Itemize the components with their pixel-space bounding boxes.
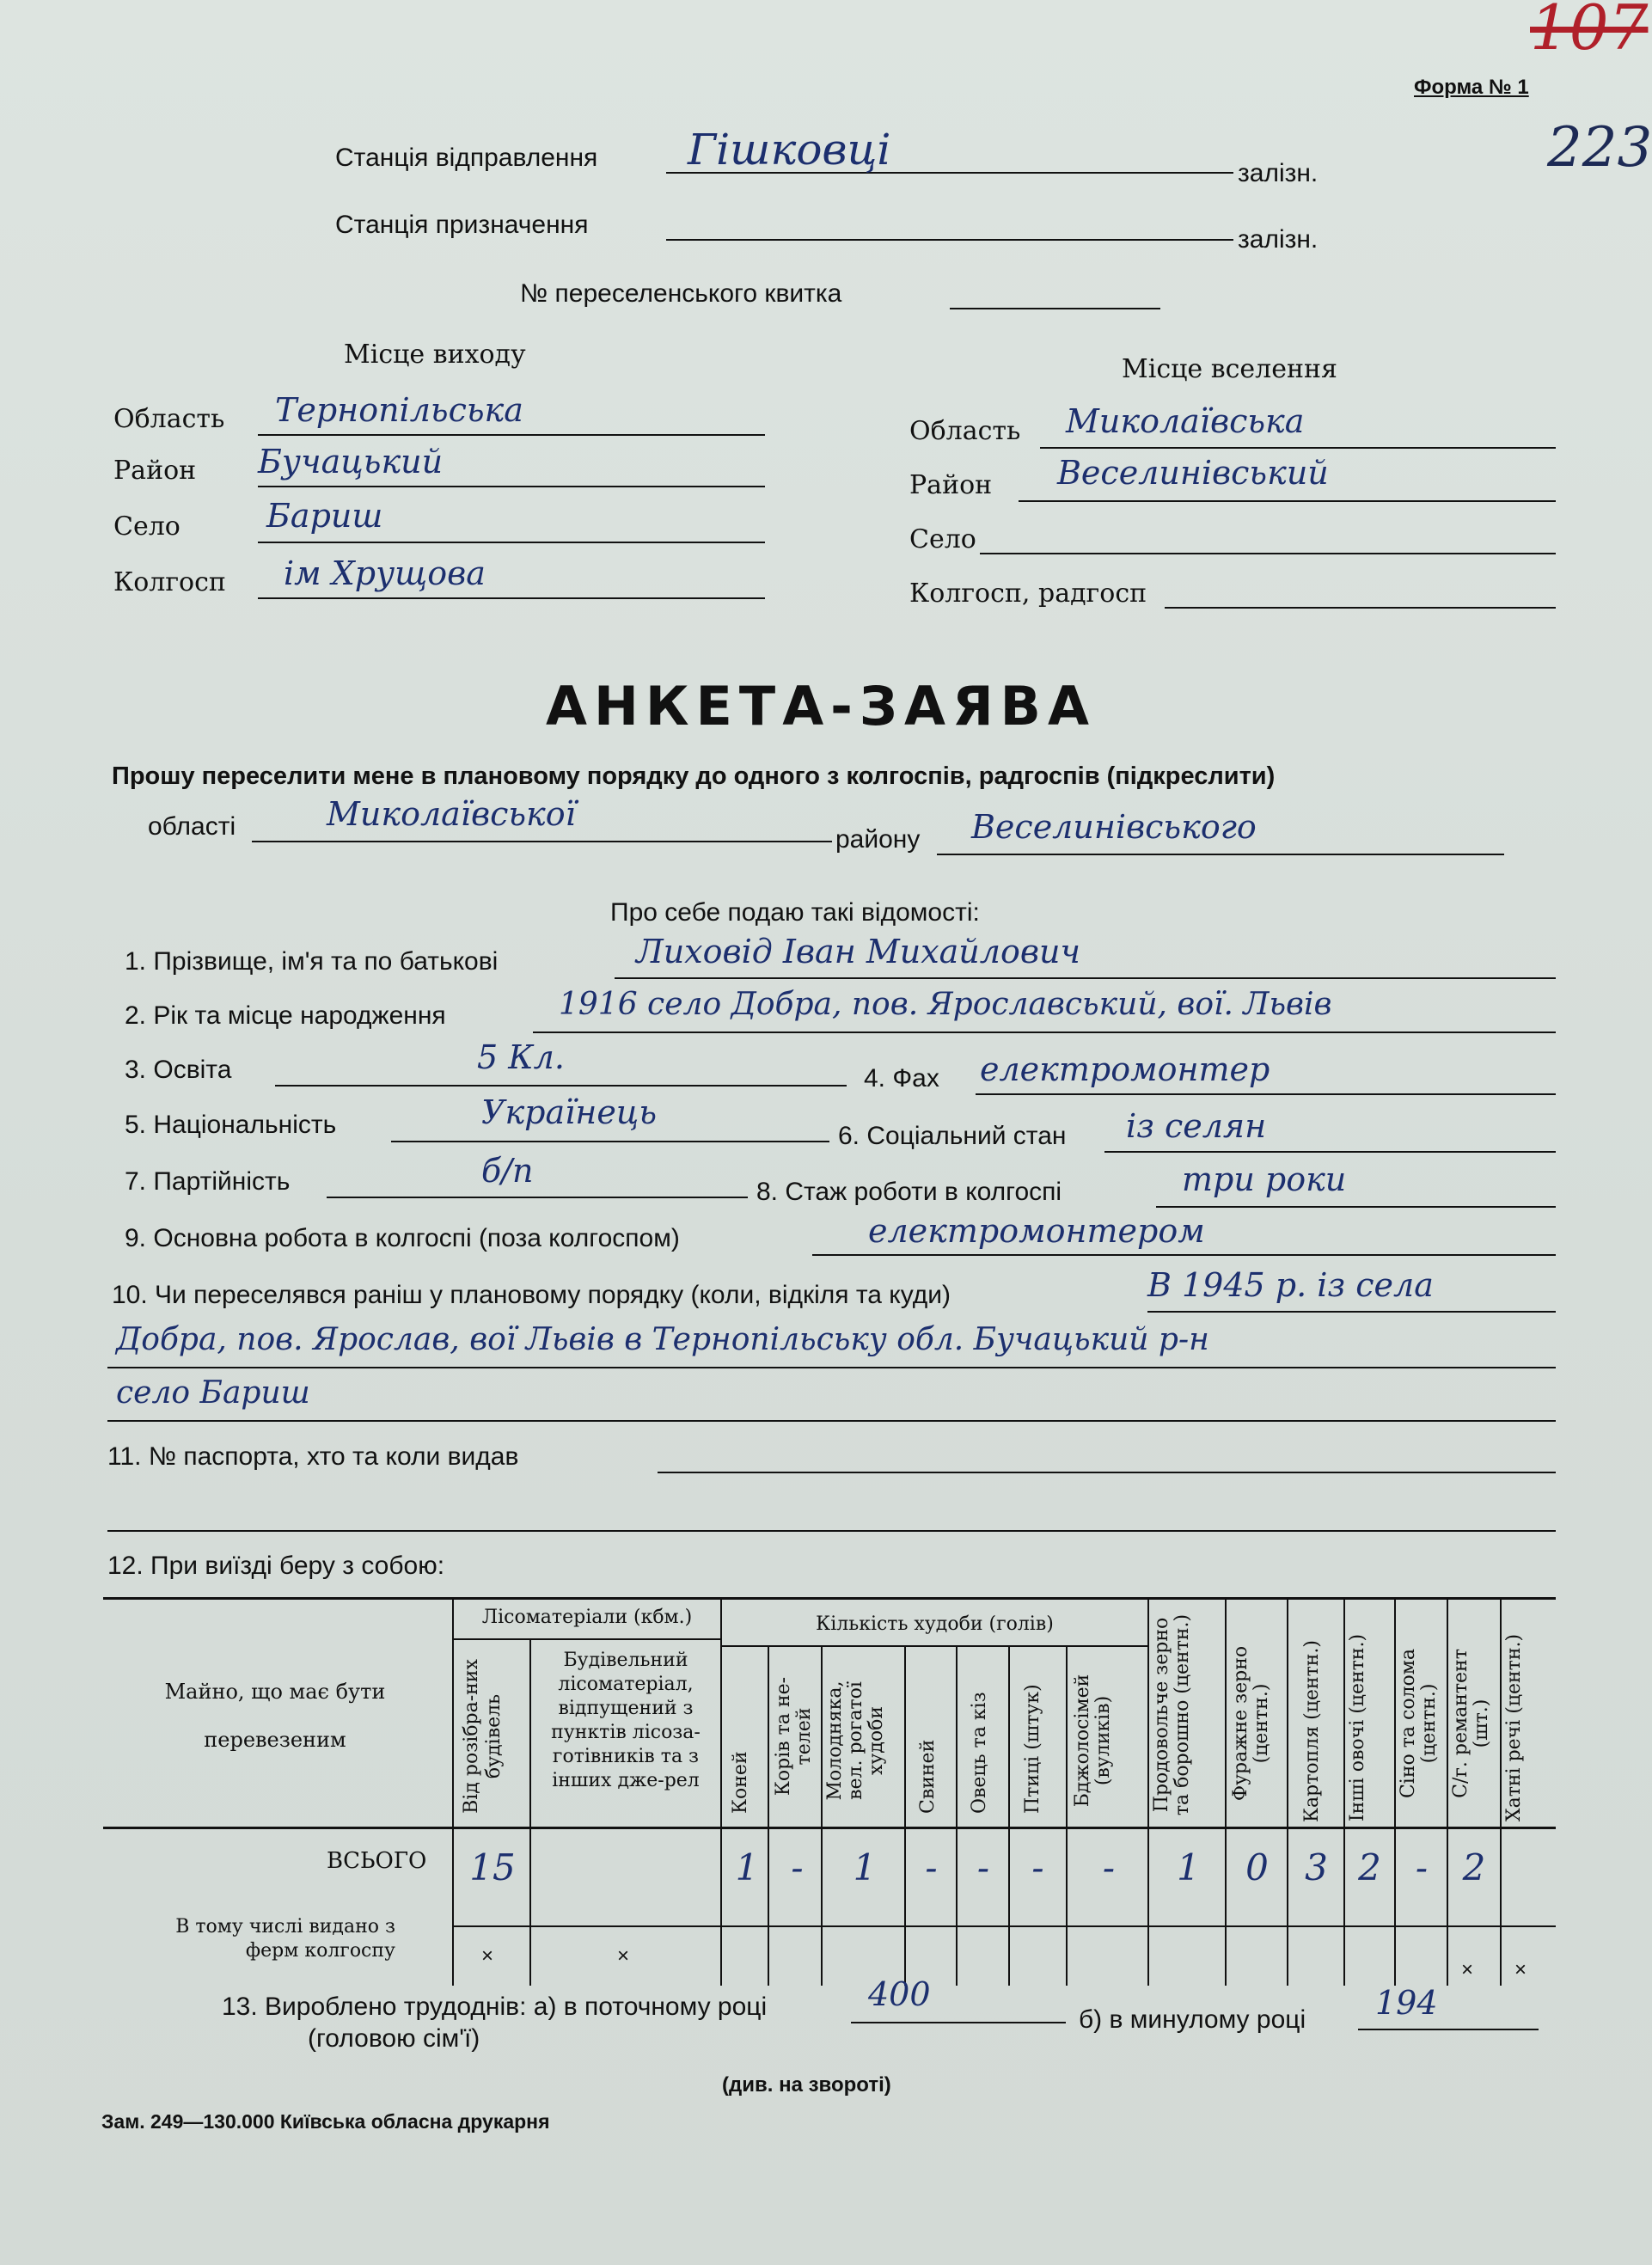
table-group-wood: Лісоматеріали (кбм.) bbox=[481, 1607, 693, 1628]
table-col-fodder: Фуражне зерно (центн.) bbox=[1230, 1645, 1272, 1802]
table-row-farm-label: В тому числі видано з ферм колгоспу bbox=[175, 1916, 395, 1962]
workdays-note: (головою сім'ї) bbox=[308, 2024, 480, 2053]
field-9-value[interactable]: електромонтером bbox=[868, 1212, 1205, 1250]
table-vline bbox=[1225, 1597, 1227, 1986]
table-vline bbox=[452, 1597, 454, 1986]
request-raion-line bbox=[937, 854, 1504, 855]
archive-sheet-number: 223 bbox=[1547, 116, 1652, 180]
workdays-label: 13. Вироблено трудоднів: а) в поточному році bbox=[222, 1993, 768, 2021]
table-total-cell[interactable]: - bbox=[791, 1846, 804, 1889]
x-mark: × bbox=[481, 1944, 494, 1968]
x-mark: × bbox=[617, 1944, 630, 1968]
field-3-value[interactable]: 5 Кл. bbox=[477, 1038, 565, 1076]
destination-station-suffix: залізн. bbox=[1238, 225, 1319, 254]
request-raion-value[interactable]: Веселинівського bbox=[971, 808, 1257, 846]
field-10-line-2 bbox=[107, 1367, 1556, 1368]
field-2-value[interactable]: 1916 село Добра, пов. Ярославський, вої. Львів bbox=[559, 987, 1332, 1022]
ticket-line[interactable] bbox=[950, 308, 1160, 309]
field-9-label: 9. Основна робота в колгоспі (поза колгоспом) bbox=[125, 1224, 680, 1252]
table-vline bbox=[1287, 1597, 1288, 1986]
table-vline bbox=[1008, 1645, 1010, 1986]
field-3-line bbox=[275, 1085, 847, 1087]
dest-raion-value[interactable]: Веселинівський bbox=[1057, 454, 1329, 492]
table-total-cell[interactable]: 2 bbox=[1358, 1846, 1381, 1889]
dest-selo-label: Село bbox=[909, 524, 976, 554]
field-8-line bbox=[1156, 1206, 1556, 1208]
origin-oblast-label: Область bbox=[113, 404, 225, 434]
field-11-line-2[interactable] bbox=[107, 1530, 1556, 1532]
table-vline bbox=[904, 1645, 906, 1986]
field-1-line bbox=[615, 977, 1556, 979]
workdays-prev-line bbox=[1358, 2029, 1539, 2030]
workdays-prev-label: б) в минулому році bbox=[1079, 2005, 1306, 2034]
table-col-tools: С/г. ремантент (шт.) bbox=[1450, 1649, 1492, 1798]
table-col-cows: Корів та не-телей bbox=[773, 1676, 815, 1797]
table-total-cell[interactable]: - bbox=[1415, 1846, 1429, 1889]
destination-heading: Місце вселення bbox=[1122, 354, 1337, 384]
table-vline bbox=[1066, 1645, 1068, 1986]
origin-heading: Місце виходу bbox=[344, 340, 526, 370]
table-vline bbox=[1147, 1597, 1149, 1986]
field-10-value-3[interactable]: село Бариш bbox=[116, 1375, 310, 1411]
origin-selo-label: Село bbox=[113, 511, 180, 542]
table-col-young: Молодняка, вел. рогатої худоби bbox=[824, 1680, 887, 1801]
table-row-header: Майно, що має бути перевезеним bbox=[164, 1680, 386, 1752]
field-5-label: 5. Національність bbox=[125, 1111, 337, 1139]
x-mark: × bbox=[1514, 1958, 1527, 1981]
table-vline bbox=[720, 1597, 722, 1986]
table-total-cell[interactable]: 1 bbox=[1177, 1846, 1200, 1889]
origin-raion-line bbox=[258, 486, 765, 487]
field-1-label: 1. Прізвище, ім'я та по батькові bbox=[125, 947, 499, 976]
table-group-rule-cattle bbox=[722, 1645, 1147, 1647]
archive-struck-number: 107 bbox=[1530, 0, 1649, 64]
table-vline bbox=[1343, 1597, 1345, 1986]
table-col-dismantled: Від розібра-них будівель bbox=[461, 1659, 505, 1814]
table-col-horses: Коней bbox=[730, 1751, 751, 1814]
dest-oblast-value[interactable]: Миколаївська bbox=[1066, 402, 1305, 440]
field-10-label: 10. Чи переселявся раніш у плановому порядку (коли, відкіля та куди) bbox=[112, 1281, 951, 1309]
table-col-house: Хатні речі (центн.) bbox=[1503, 1633, 1525, 1822]
table-vline bbox=[956, 1645, 958, 1986]
dest-raion-line bbox=[1019, 500, 1556, 502]
field-4-line bbox=[976, 1093, 1556, 1095]
info-heading: Про себе подаю такі відомості: bbox=[610, 898, 980, 927]
table-total-cell[interactable]: 3 bbox=[1305, 1846, 1328, 1889]
x-mark: × bbox=[1461, 1958, 1474, 1981]
table-col-bees: Бджолосімей (вуликів) bbox=[1072, 1674, 1114, 1808]
field-10-value-2[interactable]: Добра, пов. Ярослав, вої Львів в Тернопільську обл. Бучацький р-н bbox=[116, 1322, 1209, 1357]
request-oblast-line bbox=[252, 841, 832, 842]
table-total-cell[interactable]: 1 bbox=[735, 1846, 759, 1889]
table-total-cell[interactable]: - bbox=[925, 1846, 938, 1889]
request-raion-label: району bbox=[835, 825, 921, 854]
table-col-pigs: Свиней bbox=[917, 1739, 939, 1814]
table-total-cell[interactable]: - bbox=[1031, 1846, 1044, 1889]
table-group-cattle: Кількість худоби (голів) bbox=[816, 1613, 1054, 1635]
origin-selo-line bbox=[258, 542, 765, 543]
workdays-previous[interactable]: 194 bbox=[1375, 1984, 1438, 2022]
field-3-label: 3. Освіта bbox=[125, 1056, 232, 1084]
table-total-cell[interactable]: 15 bbox=[469, 1846, 516, 1889]
table-vline bbox=[821, 1645, 823, 1986]
table-header-bottom-rule bbox=[103, 1827, 1556, 1829]
field-4-value[interactable]: електромонтер bbox=[980, 1050, 1270, 1088]
field-10-line-3 bbox=[107, 1420, 1556, 1422]
field-6-label: 6. Соціальний стан bbox=[838, 1122, 1067, 1150]
field-10-value-1[interactable]: В 1945 р. із села bbox=[1147, 1266, 1434, 1304]
field-11-label: 11. № паспорта, хто та коли видав bbox=[107, 1442, 519, 1471]
origin-raion-label: Район bbox=[113, 456, 197, 486]
field-2-line bbox=[533, 1031, 1556, 1033]
table-total-cell[interactable]: - bbox=[1102, 1846, 1116, 1889]
dest-selo-line[interactable] bbox=[980, 553, 1556, 554]
field-6-line bbox=[1104, 1151, 1556, 1153]
table-col-veg: Інші овочі (центн.) bbox=[1347, 1633, 1368, 1822]
table-top-rule bbox=[103, 1597, 1556, 1600]
departure-value[interactable]: Гішковці bbox=[688, 125, 891, 174]
table-col-sheep: Овець та кіз bbox=[969, 1692, 990, 1814]
table-vline bbox=[1500, 1597, 1502, 1986]
table-row-total-label: ВСЬОГО bbox=[327, 1848, 427, 1874]
table-total-rule bbox=[454, 1925, 1556, 1927]
table-total-cell[interactable]: 1 bbox=[853, 1846, 877, 1889]
field-7-line bbox=[327, 1197, 748, 1198]
field-6-value[interactable]: із селян bbox=[1126, 1107, 1267, 1145]
field-7-value[interactable]: б/п bbox=[481, 1152, 534, 1190]
table-col-birds: Птиці (штук) bbox=[1022, 1684, 1043, 1814]
origin-kolhosp-value[interactable]: ім Хрущова bbox=[284, 554, 486, 592]
dest-kolhosp-line[interactable] bbox=[1165, 607, 1556, 609]
footer-note: (див. на звороті) bbox=[722, 2073, 891, 2097]
field-7-label: 7. Партійність bbox=[125, 1167, 291, 1196]
field-10-line-1 bbox=[1147, 1311, 1556, 1313]
table-col-hay: Сіно та солома (центн.) bbox=[1398, 1648, 1440, 1799]
request-oblast-value[interactable]: Миколаївської bbox=[327, 795, 576, 833]
workdays-current[interactable]: 400 bbox=[868, 1975, 931, 2013]
table-vline bbox=[1394, 1597, 1396, 1986]
table-col-grain: Продовольче зерно та борошно (центн.) bbox=[1151, 1613, 1193, 1816]
table-vline bbox=[1447, 1597, 1448, 1986]
form-number: Форма № 1 bbox=[1414, 76, 1529, 99]
printer-line: Зам. 249—130.000 Київська обласна друкарня bbox=[101, 2110, 550, 2133]
request-oblast-label: області bbox=[148, 812, 236, 841]
table-total-cell[interactable]: - bbox=[976, 1846, 990, 1889]
origin-kolhosp-line bbox=[258, 597, 765, 599]
field-2-label: 2. Рік та місце народження bbox=[125, 1001, 446, 1030]
departure-label: Станція відправлення bbox=[335, 144, 598, 172]
workdays-current-line bbox=[851, 2022, 1066, 2023]
field-12-label: 12. При виїзді беру з собою: bbox=[107, 1552, 445, 1580]
field-9-line bbox=[812, 1254, 1556, 1256]
table-col-potato: Картопля (центн.) bbox=[1301, 1640, 1323, 1822]
dest-oblast-label: Область bbox=[909, 416, 1021, 446]
document-title: АНКЕТА-ЗАЯВА bbox=[546, 675, 1096, 738]
field-5-value[interactable]: Українець bbox=[481, 1093, 658, 1131]
destination-station-label: Станція призначення bbox=[335, 211, 589, 239]
ticket-label: № переселенського квитка bbox=[520, 279, 842, 308]
dest-kolhosp-label: Колгосп, радгосп bbox=[909, 578, 1147, 609]
origin-oblast-value[interactable]: Тернопільська bbox=[275, 391, 523, 429]
origin-raion-value[interactable]: Бучацький bbox=[258, 443, 444, 481]
origin-oblast-line bbox=[258, 434, 765, 436]
field-11-line-1[interactable] bbox=[658, 1472, 1556, 1473]
request-text: Прошу переселити мене в плановому порядку до одного з колгоспів, радгоспів (підкреслити) bbox=[112, 762, 1276, 790]
destination-station-line[interactable] bbox=[666, 239, 1233, 241]
dest-oblast-line bbox=[1040, 447, 1556, 449]
table-total-cell[interactable]: 0 bbox=[1245, 1846, 1269, 1889]
field-8-value[interactable]: три роки bbox=[1182, 1160, 1347, 1198]
table-vline bbox=[768, 1645, 769, 1986]
origin-kolhosp-label: Колгосп bbox=[113, 567, 226, 597]
field-5-line bbox=[391, 1141, 829, 1142]
field-8-label: 8. Стаж роботи в колгоспі bbox=[756, 1178, 1062, 1206]
table-col-building: Будівельний лісоматеріал, відпущений з пунктів лісоза-готівників та з інших дже-рел bbox=[551, 1650, 701, 1791]
origin-selo-value[interactable]: Бариш bbox=[266, 497, 383, 535]
departure-suffix: залізн. bbox=[1238, 159, 1319, 187]
table-group-rule-wood bbox=[454, 1638, 720, 1640]
field-4-label: 4. Фах bbox=[864, 1064, 939, 1093]
table-vline bbox=[529, 1638, 531, 1986]
table-total-cell[interactable]: 2 bbox=[1462, 1846, 1486, 1889]
dest-raion-label: Район bbox=[909, 470, 993, 500]
field-1-value[interactable]: Лиховід Іван Михайлович bbox=[636, 933, 1081, 970]
